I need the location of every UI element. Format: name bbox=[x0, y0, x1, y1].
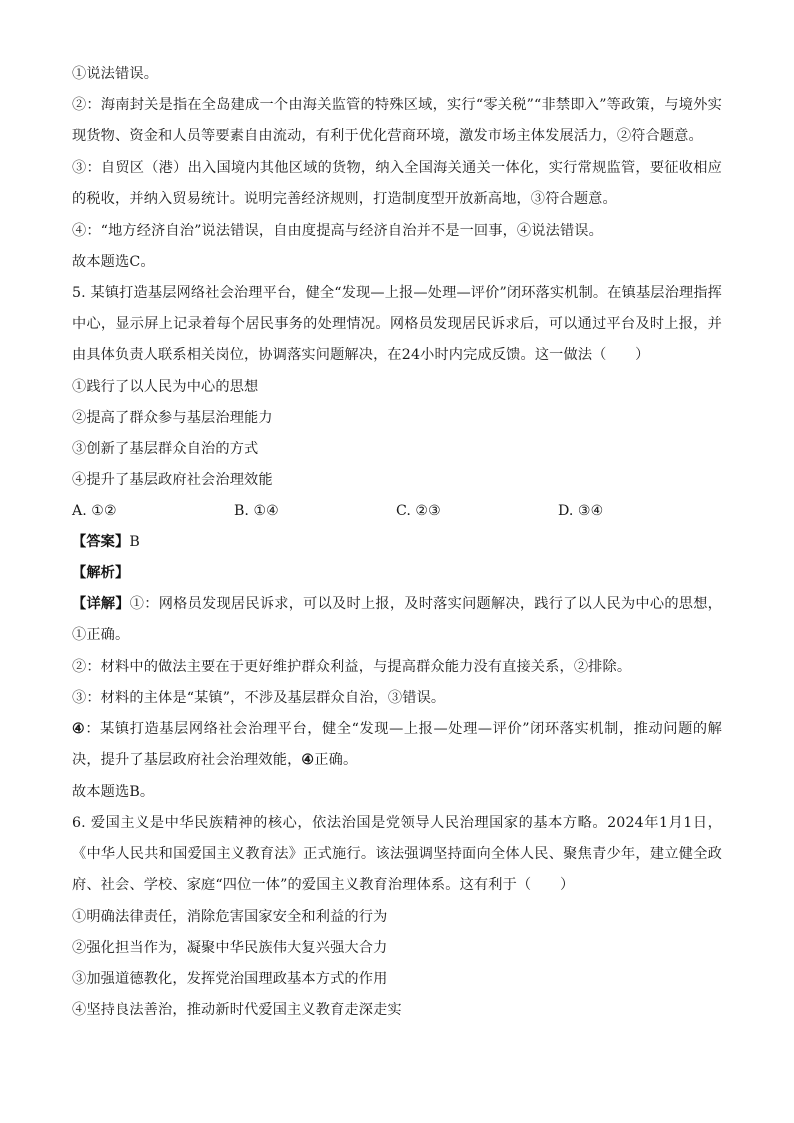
detail-line-1 bbox=[72, 589, 722, 651]
answer-line bbox=[72, 532, 722, 552]
answer-tag: 【答案】 bbox=[72, 534, 130, 550]
question-5-option-3: ③创新了基层群众自治的方式 bbox=[72, 441, 259, 457]
question-5-stem: 5. 某镇打造基层网络社会治理平台，健全“发现—上报—处理—评价”闭环落实机制。在镇基层治理指挥中心，显示屏上记录着每个居民事务的处理情况。网格员发现居民诉求后，可以通过平台及时上报，并由具体负责人联系相关岗位，协调落实问题解决，在24小时内完成反馈。这一做法（ ） bbox=[72, 285, 722, 363]
detail-line-2: ②：材料中的做法主要在于更好维护群众利益，与提高群众能力没有直接关系，②排除。 bbox=[72, 659, 632, 675]
analysis-line-3: ③：自贸区（港）出入国境内其他区域的货物，纳入全国海关通关一体化，实行常规监管，要征收相应的税收，并纳入贸易统计。说明完善经济规则，打造制度型开放新高地，③符合题意。 bbox=[72, 160, 722, 207]
detail-4-end: 正确。 bbox=[314, 752, 358, 768]
detail-line-3: ③：材料的主体是“某镇”，不涉及基层群众自治，③错误。 bbox=[72, 690, 446, 706]
question-5-option-1: ①践行了以人民为中心的思想 bbox=[72, 379, 259, 395]
detail-4-number: ④ bbox=[72, 721, 86, 737]
question-5-option-4: ④提升了基层政府社会治理效能 bbox=[72, 472, 273, 488]
analysis-line-2: ②：海南封关是指在全岛建成一个由海关监管的特殊区域，实行“零关税”“非禁即入”等政策，与境外实现货物、资金和人员等要素自由流动，有利于优化营商环境，激发市场主体发展活力，②符合题意。 bbox=[72, 97, 722, 144]
choice-b: B. ①④ bbox=[234, 503, 279, 519]
detail-text-1: ①：网格员发现居民诉求，可以及时上报，及时落实问题解决，践行了以人民为中心的思想，①正确。 bbox=[72, 596, 722, 643]
analysis-tag: 【解析】 bbox=[72, 565, 130, 581]
conclusion-line: 故本题选C。 bbox=[72, 254, 155, 270]
choice-a: A. ①② bbox=[72, 503, 117, 519]
question-6-option-4: ④坚持良法善治，推动新时代爱国主义教育走深走实 bbox=[72, 1002, 402, 1018]
detail-text-4: ：某镇打造基层网络社会治理平台，健全“发现—上报—处理—评价”闭环落实机制，推动问题的解决，提升了基层政府社会治理效能， bbox=[72, 721, 722, 768]
detail-4-end-number: ④ bbox=[301, 752, 315, 768]
question-5-option-2: ②提高了群众参与基层治理能力 bbox=[72, 410, 273, 426]
analysis-line-1: ①说法错误。 bbox=[72, 66, 159, 82]
question-6-stem: 6. 爱国主义是中华民族精神的核心，依法治国是党领导人民治理国家的基本方略。2024年1月1日，《中华人民共和国爱国主义教育法》正式施行。该法强调坚持面向全体人民、聚焦青少年，建立健全政府、社会、学校、家庭“四位一体”的爱国主义教育治理体系。这有利于（ ） bbox=[72, 815, 722, 893]
question-6-option-1: ①明确法律责任，消除危害国家安全和利益的行为 bbox=[72, 909, 388, 925]
document-page bbox=[72, 64, 722, 1031]
question-6-option-3: ③加强道德教化，发挥党治国理政基本方式的作用 bbox=[72, 971, 388, 987]
detail-line-4 bbox=[72, 714, 722, 776]
choice-c: C. ②③ bbox=[396, 503, 441, 519]
analysis-line-4: ④：“地方经济自治”说法错误，自由度提高与经济自治并不是一回事，④说法错误。 bbox=[72, 223, 603, 239]
question-5-choices bbox=[72, 501, 722, 521]
detail-tag: 【详解】 bbox=[72, 596, 130, 612]
analysis-heading bbox=[72, 563, 722, 583]
answer-value: B bbox=[129, 534, 140, 550]
question-6-option-2: ②强化担当作为，凝聚中华民族伟大复兴强大合力 bbox=[72, 940, 388, 956]
choice-d: D. ③④ bbox=[558, 503, 604, 519]
question-5-conclusion: 故本题选B。 bbox=[72, 784, 155, 800]
